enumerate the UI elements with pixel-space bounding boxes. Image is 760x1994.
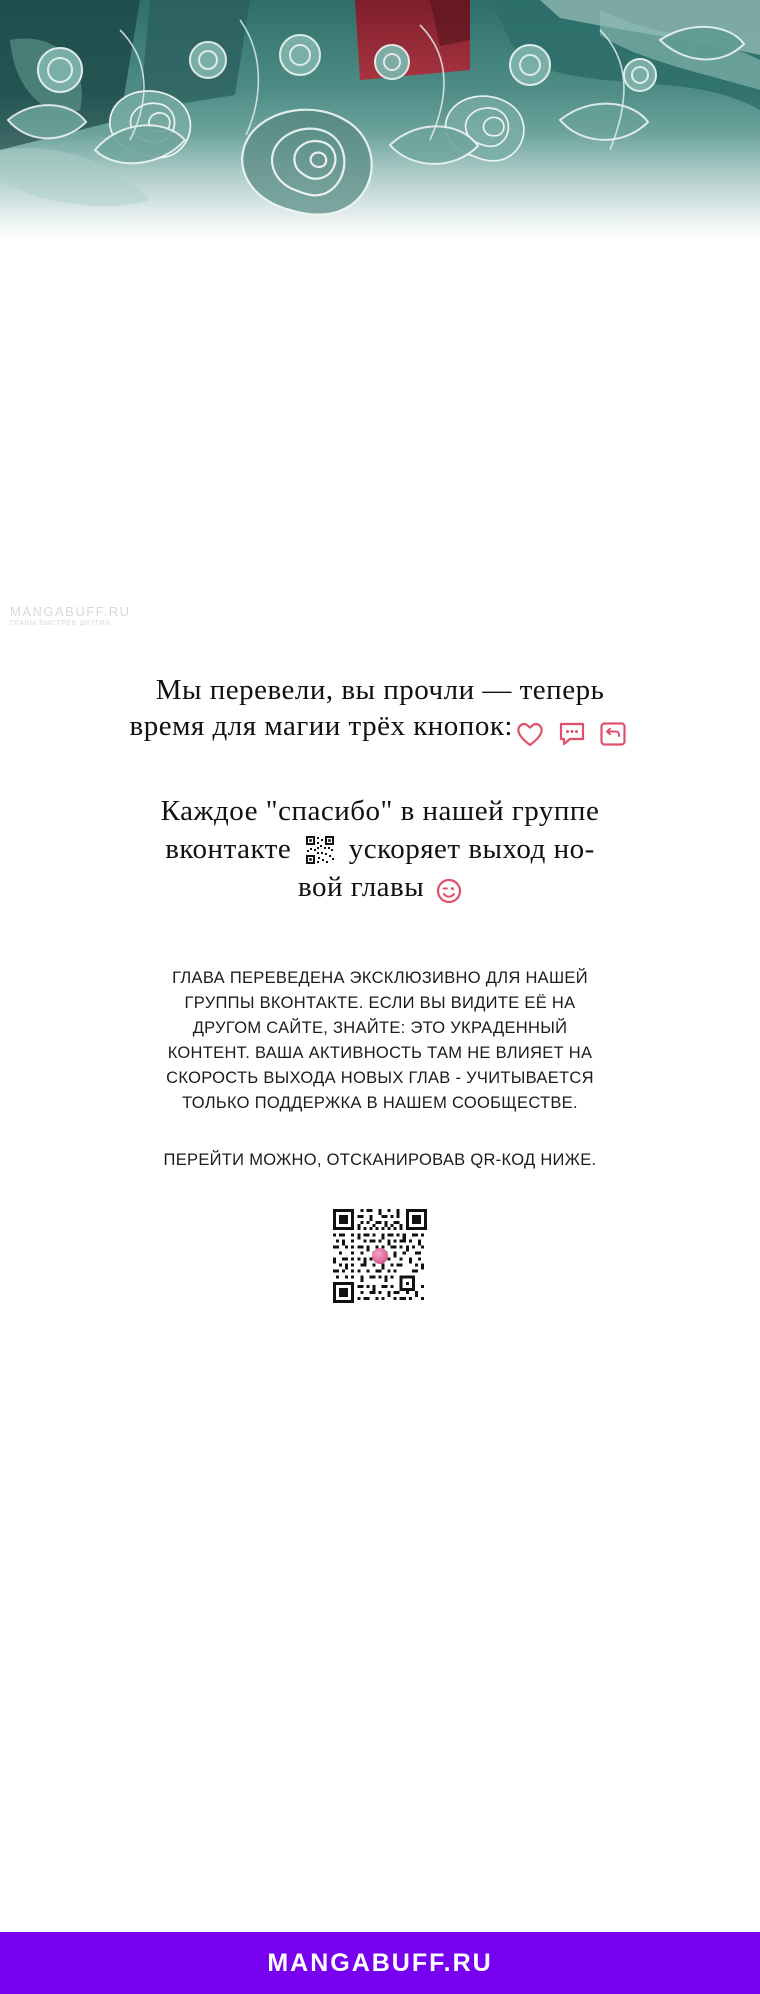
vk-qr-inline-icon[interactable] (305, 835, 335, 865)
headline-line-2: время для магии трёх кнопок: (129, 710, 513, 742)
repost-icon[interactable] (599, 721, 627, 747)
note-text: ПЕРЕЙТИ МОЖНО, ОТСКАНИРОВАВ QR-КОД НИЖЕ. (163, 1151, 597, 1169)
heart-icon[interactable] (516, 721, 544, 747)
pink-flower-badge (372, 1248, 388, 1264)
headline2-block (0, 792, 760, 914)
watermark-main-text: MANGABUFF.RU (10, 604, 131, 619)
headline2-part-4: вой главы (298, 871, 425, 903)
winking-face-icon (436, 876, 462, 914)
comment-icon[interactable] (558, 721, 586, 747)
vk-group-qr-code[interactable] (333, 1209, 427, 1303)
watermark (10, 604, 140, 629)
floral-header-illustration (0, 0, 760, 300)
body-text: ГЛАВА ПЕРЕВЕДЕНА ЭКСКЛЮЗИВНО ДЛЯ НАШЕЙ ГРУППЫ ВКОНТАКТЕ. ЕСЛИ ВЫ ВИДИТЕ ЕЁ НА ДРУГОМ САЙТЕ, ЗНАЙТЕ: ЭТО УКРАДЕННЫЙ КОНТЕНТ. ВАША АКТИВНОСТЬ ТАМ НЕ ВЛИЯЕТ НА СКОРОСТЬ ВЫХОДА НОВЫХ ГЛАВ - УЧИТЫВАЕТСЯ ТОЛЬКО ПОДДЕРЖКА В НАШЕМ СООБЩЕСТВЕ. (166, 969, 594, 1112)
headline-line-1: Мы перевели, вы прочли — теперь (155, 674, 605, 706)
announcement-content (0, 672, 760, 1303)
reaction-icons (513, 714, 631, 750)
headline2-part-1: Каждое "спасибо" в нашей группе (160, 795, 600, 827)
headline-block (0, 672, 760, 750)
brand-label: MANGABUFF.RU (267, 1948, 493, 1977)
watermark-sub-text: ГЛАВЫ БЫСТРЕЕ ДРУГИХ (10, 620, 111, 627)
headline2-part-3: ускоряет выход но- (348, 833, 595, 865)
bottom-brand-bar[interactable] (0, 1932, 760, 1994)
headline2-part-2: вконтакте (165, 833, 292, 865)
